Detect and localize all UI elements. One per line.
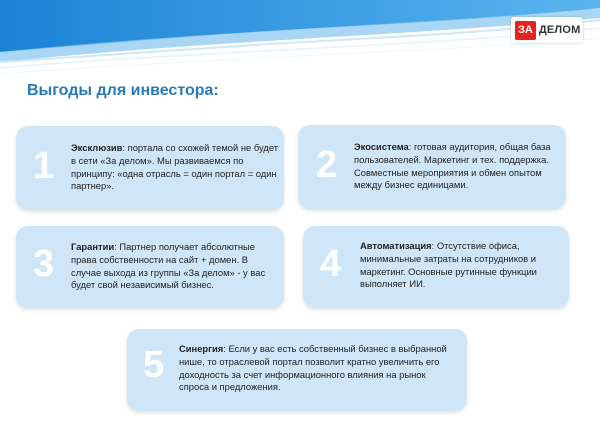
- header-wave-decoration: [0, 0, 600, 80]
- card-text: [354, 141, 562, 192]
- benefit-card-5: [127, 329, 467, 411]
- card-number: 4: [320, 243, 342, 285]
- card-body: : Если у вас есть собственный бизнес в выбранной нише, то отраслевой портал позволит кратно увеличить его доходность за счет информационного влияния на рынок спроса и предложения.: [179, 343, 447, 393]
- card-heading: Эксклюзив: [71, 142, 123, 153]
- logo-text: ДЕЛОМ: [538, 24, 581, 36]
- card-heading: Синергия: [179, 343, 224, 354]
- benefit-card-1: [16, 126, 284, 210]
- card-text: [179, 343, 449, 394]
- card-body: : готовая аудитория, общая база пользователей. Маркетинг и тех. поддержка. Совместные мероприятия и обмен опытом между бизнес единицами.: [354, 141, 551, 191]
- card-heading: Гарантии: [71, 241, 115, 252]
- card-body: : Отсутствие офиса, минимальные затраты на сотрудников и маркетинг. Основные рутинные функции выполняет ИИ.: [360, 240, 537, 290]
- card-number: 5: [143, 344, 165, 386]
- benefit-card-3: [16, 226, 284, 308]
- card-number: 2: [316, 144, 338, 186]
- card-body: : Партнер получает абсолютные права собственности на сайт + домен. В случае выхода из группы «За делом» - у вас будет свой независимый бизнес.: [71, 241, 266, 291]
- card-body: : портала со схожей темой не будет в сети «За делом». Мы развиваемся по принципу: «одна отрасль = один портал = один партнер».: [71, 142, 279, 192]
- page-title: Выгоды для инвестора:: [27, 82, 219, 99]
- benefit-card-2: [298, 125, 566, 209]
- card-heading: Автоматизация: [360, 240, 432, 251]
- logo-mark: ЗА: [515, 21, 536, 40]
- card-text: [71, 241, 279, 292]
- card-number: 3: [33, 243, 55, 285]
- card-text: [71, 142, 281, 193]
- benefit-card-4: [303, 226, 569, 308]
- card-text: [360, 240, 560, 291]
- card-heading: Экосистема: [354, 141, 409, 152]
- brand-logo: [511, 17, 583, 43]
- card-number: 1: [33, 145, 55, 187]
